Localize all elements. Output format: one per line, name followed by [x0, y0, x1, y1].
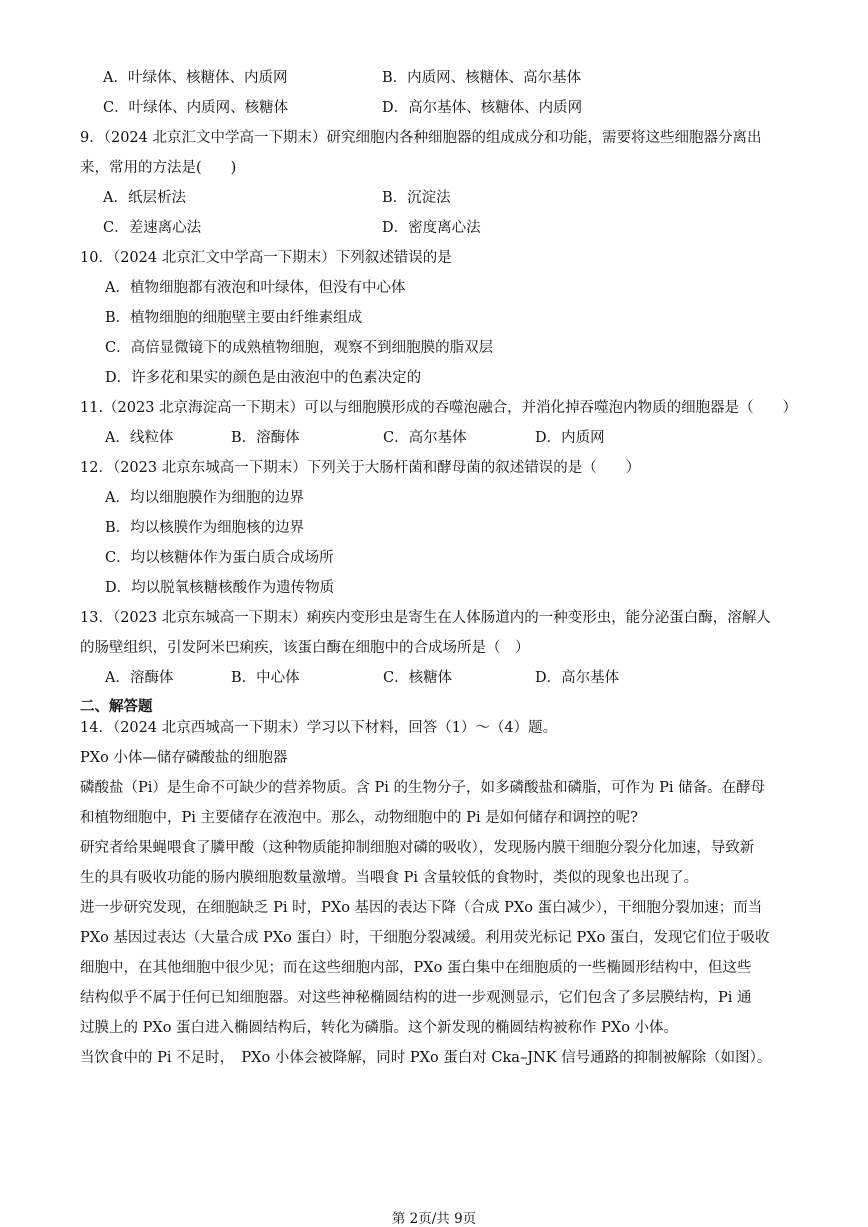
q9-option-d: D．密度离心法 [382, 220, 481, 236]
q9-option-c: C．差速离心法 [103, 220, 202, 236]
q10-stem: 10．（2024 北京汇文中学高一下期末）下列叙述错误的是 [80, 250, 452, 266]
passage-line: 细胞中，在其他细胞中很少见；而在这些细胞内部，PXo 蛋白集中在细胞质的一些椭圆形结构中，但这些 [80, 960, 752, 976]
q11-option-a: A．线粒体 [105, 430, 174, 446]
q13-option-d: D．高尔基体 [535, 670, 620, 686]
passage-line: 结构似乎不属于任何已知细胞器。对这些神秘椭圆结构的进一步观测显示，它们包含了多层膜结构，Pi 通 [80, 990, 752, 1006]
passage-line: 生的具有吸收功能的肠内膜细胞数量激增。当喂食 Pi 含量较低的食物时，类似的现象也出现了。 [80, 870, 699, 886]
q13-option-a: A．溶酶体 [105, 670, 174, 686]
q13-option-b: B．中心体 [231, 670, 300, 686]
section-heading: 二、解答题 [80, 698, 153, 715]
q8-option-b: B．内质网、核糖体、高尔基体 [382, 70, 582, 86]
q11-stem: 11.（2023 北京海淀高一下期末）可以与细胞膜形成的吞噬泡融合，并消化掉吞噬泡内物质的细胞器是（ ） [80, 400, 798, 416]
q10-option-a: A．植物细胞都有液泡和叶绿体，但没有中心体 [105, 280, 406, 296]
q10-option-c: C．高倍显微镜下的成熟植物细胞，观察不到细胞膜的脂双层 [105, 340, 494, 356]
passage-line: 进一步研究发现，在细胞缺乏 Pi 时，PXo 基因的表达下降（合成 PXo 蛋白减少），干细胞分裂加速；而当 [80, 900, 763, 916]
q8-option-c: C．叶绿体、内质网、核糖体 [103, 100, 289, 116]
q13-stem-line1: 13．（2023 北京东城高一下期末）痢疾内变形虫是寄生在人体肠道内的一种变形虫，能分泌蛋白酶，溶解人 [80, 610, 771, 626]
q11-option-c: C．高尔基体 [383, 430, 467, 446]
q12-option-c: C．均以核糖体作为蛋白质合成场所 [105, 550, 334, 566]
q8-option-a: A．叶绿体、核糖体、内质网 [103, 70, 288, 86]
passage-line: 磷酸盐（Pi）是生命不可缺少的营养物质。含 Pi 的生物分子，如多磷酸盐和磷脂，可作为 Pi 储备。在酵母 [80, 780, 766, 796]
q8-option-d: D．高尔基体、核糖体、内质网 [382, 100, 583, 116]
q9-option-b: B．沉淀法 [382, 190, 451, 206]
passage-line: 过膜上的 PXo 蛋白进入椭圆结构后，转化为磷脂。这个新发现的椭圆结构被称作 PXo 小体。 [80, 1020, 679, 1036]
q13-stem-line2: 的肠壁组织，引发阿米巴痢疾，该蛋白酶在细胞中的合成场所是（ ） [80, 640, 530, 656]
passage-line: 和植物细胞中，Pi 主要储存在液泡中。那么，动物细胞中的 Pi 是如何储存和调控的呢? [80, 810, 638, 826]
q9-option-a: A．纸层析法 [103, 190, 186, 206]
passage-title: PXo 小体—储存磷酸盐的细胞器 [80, 750, 288, 766]
q11-option-d: D．内质网 [535, 430, 605, 446]
passage-line: 研究者给果蝇喂食了膦甲酸（这种物质能抑制细胞对磷的吸收），发现肠内膜干细胞分裂分化加速，导致新 [80, 840, 755, 856]
q14-stem: 14．（2024 北京西城高一下期末）学习以下材料，回答（1）～（4）题。 [80, 720, 558, 736]
q12-option-a: A．均以细胞膜作为细胞的边界 [105, 490, 304, 506]
q13-option-c: C．核糖体 [383, 670, 453, 686]
q9-stem-line1: 9．（2024 北京汇文中学高一下期末）研究细胞内各种细胞器的组成成分和功能，需要将这些细胞器分离出 [80, 130, 762, 146]
q11-option-b: B．溶酶体 [231, 430, 300, 446]
q10-option-b: B．植物细胞的细胞壁主要由纤维素组成 [105, 310, 363, 326]
q12-stem: 12．（2023 北京东城高一下期末）下列关于大肠杆菌和酵母菌的叙述错误的是（ ） [80, 460, 641, 476]
q12-option-b: B．均以核膜作为细胞核的边界 [105, 520, 305, 536]
q9-stem-line2: 来，常用的方法是( ) [80, 160, 237, 176]
passage-line: 当饮食中的 Pi 不足时， PXo 小体会被降解，同时 PXo 蛋白对 Cka–JNK 信号通路的抑制被解除（如图）。 [80, 1050, 772, 1066]
q12-option-d: D．均以脱氧核糖核酸作为遗传物质 [105, 580, 335, 596]
q10-option-d: D．许多花和果实的颜色是由液泡中的色素决定的 [105, 370, 422, 386]
passage-line: PXo 基因过表达（大量合成 PXo 蛋白）时，干细胞分裂减缓。利用荧光标记 PXo 蛋白，发现它们位于吸收 [80, 930, 770, 946]
page-number: 第 2页/共 9页 [391, 1211, 477, 1227]
